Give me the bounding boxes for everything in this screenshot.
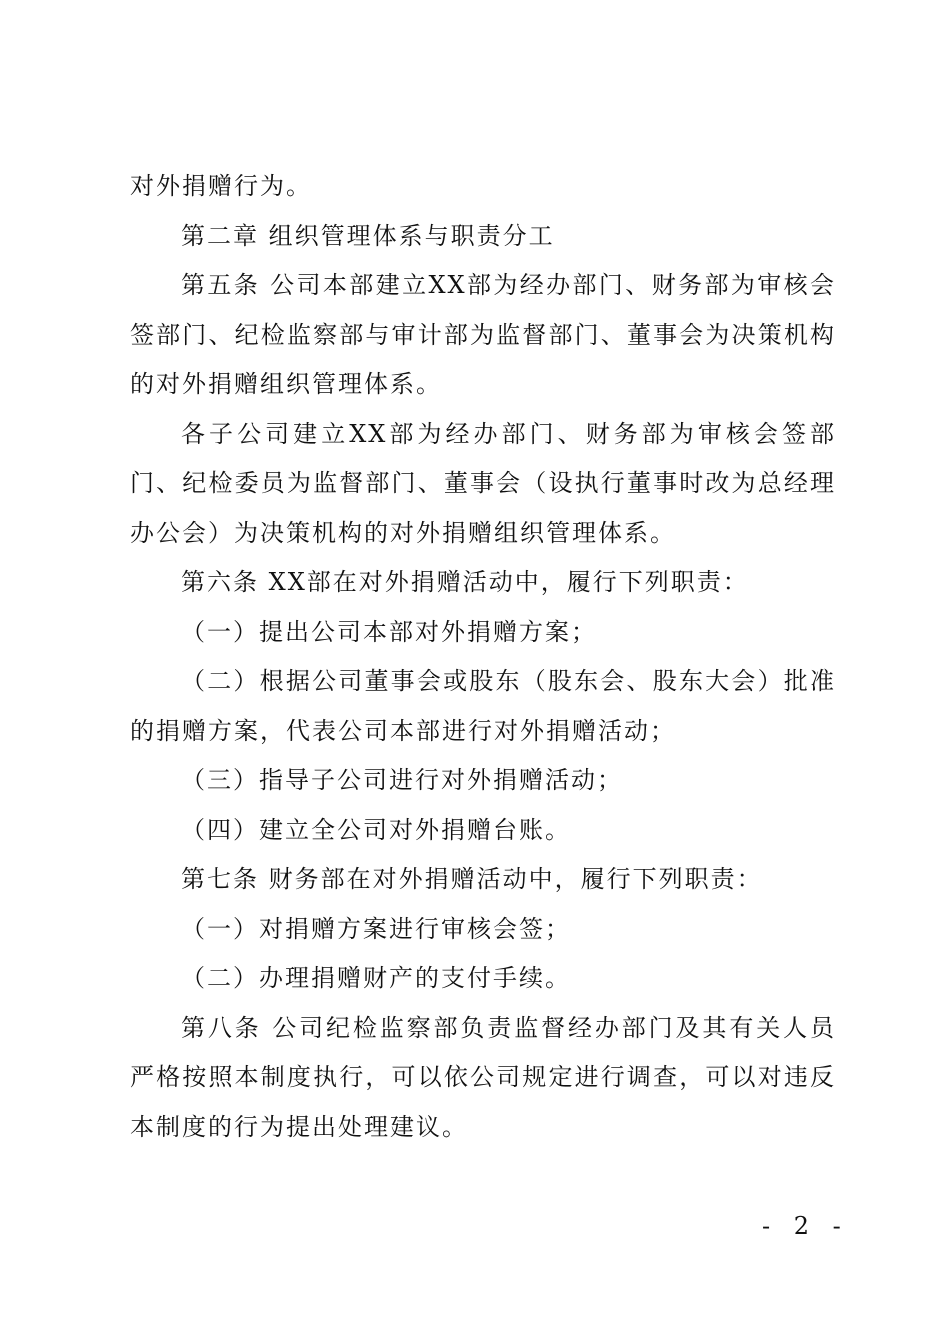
article-6-item-4: （四）建立全公司对外捐赠台账。	[181, 815, 571, 844]
article-5-subsidiary: 各子公司建立XX部为经办部门、财务部为审核会签部门、纪检委员为监督部门、董事会（设执行董事时改为总经理办公会）为决策机构的对外捐赠组织管理体系。	[130, 419, 836, 547]
chapter-heading: 第二章 组织管理体系与职责分工	[181, 221, 555, 250]
article-6-item-2: （二）根据公司董事会或股东（股东会、股东大会）批准的捐赠方案，代表公司本部进行对外捐赠活动；	[130, 667, 836, 745]
document-body	[130, 162, 836, 1152]
article-6: 第六条 XX部在对外捐赠活动中，履行下列职责：	[181, 568, 749, 596]
article-7: 第七条 财务部在对外捐赠活动中，履行下列职责：	[181, 865, 763, 893]
article-5: 第五条 公司本部建立XX部为经办部门、财务部为审核会签部门、纪检监察部与审计部为监督部门、董事会为决策机构的对外捐赠组织管理体系。	[130, 271, 836, 398]
article-7-item-1: （一）对捐赠方案进行审核会签；	[181, 914, 571, 943]
article-8: 第八条 公司纪检监察部负责监督经办部门及其有关人员严格按照本制度执行，可以依公司规定进行调查，可以对违反本制度的行为提出处理建议。	[130, 1013, 836, 1141]
article-6-item-1: （一）提出公司本部对外捐赠方案；	[181, 617, 597, 646]
article-6-item-3: （三）指导子公司进行对外捐赠活动；	[181, 766, 623, 794]
article-7-item-2: （二）办理捐赠财产的支付手续。	[181, 964, 571, 992]
paragraph-continuation: 对外捐赠行为。	[130, 172, 312, 200]
page-number: - 2 -	[762, 1212, 849, 1240]
